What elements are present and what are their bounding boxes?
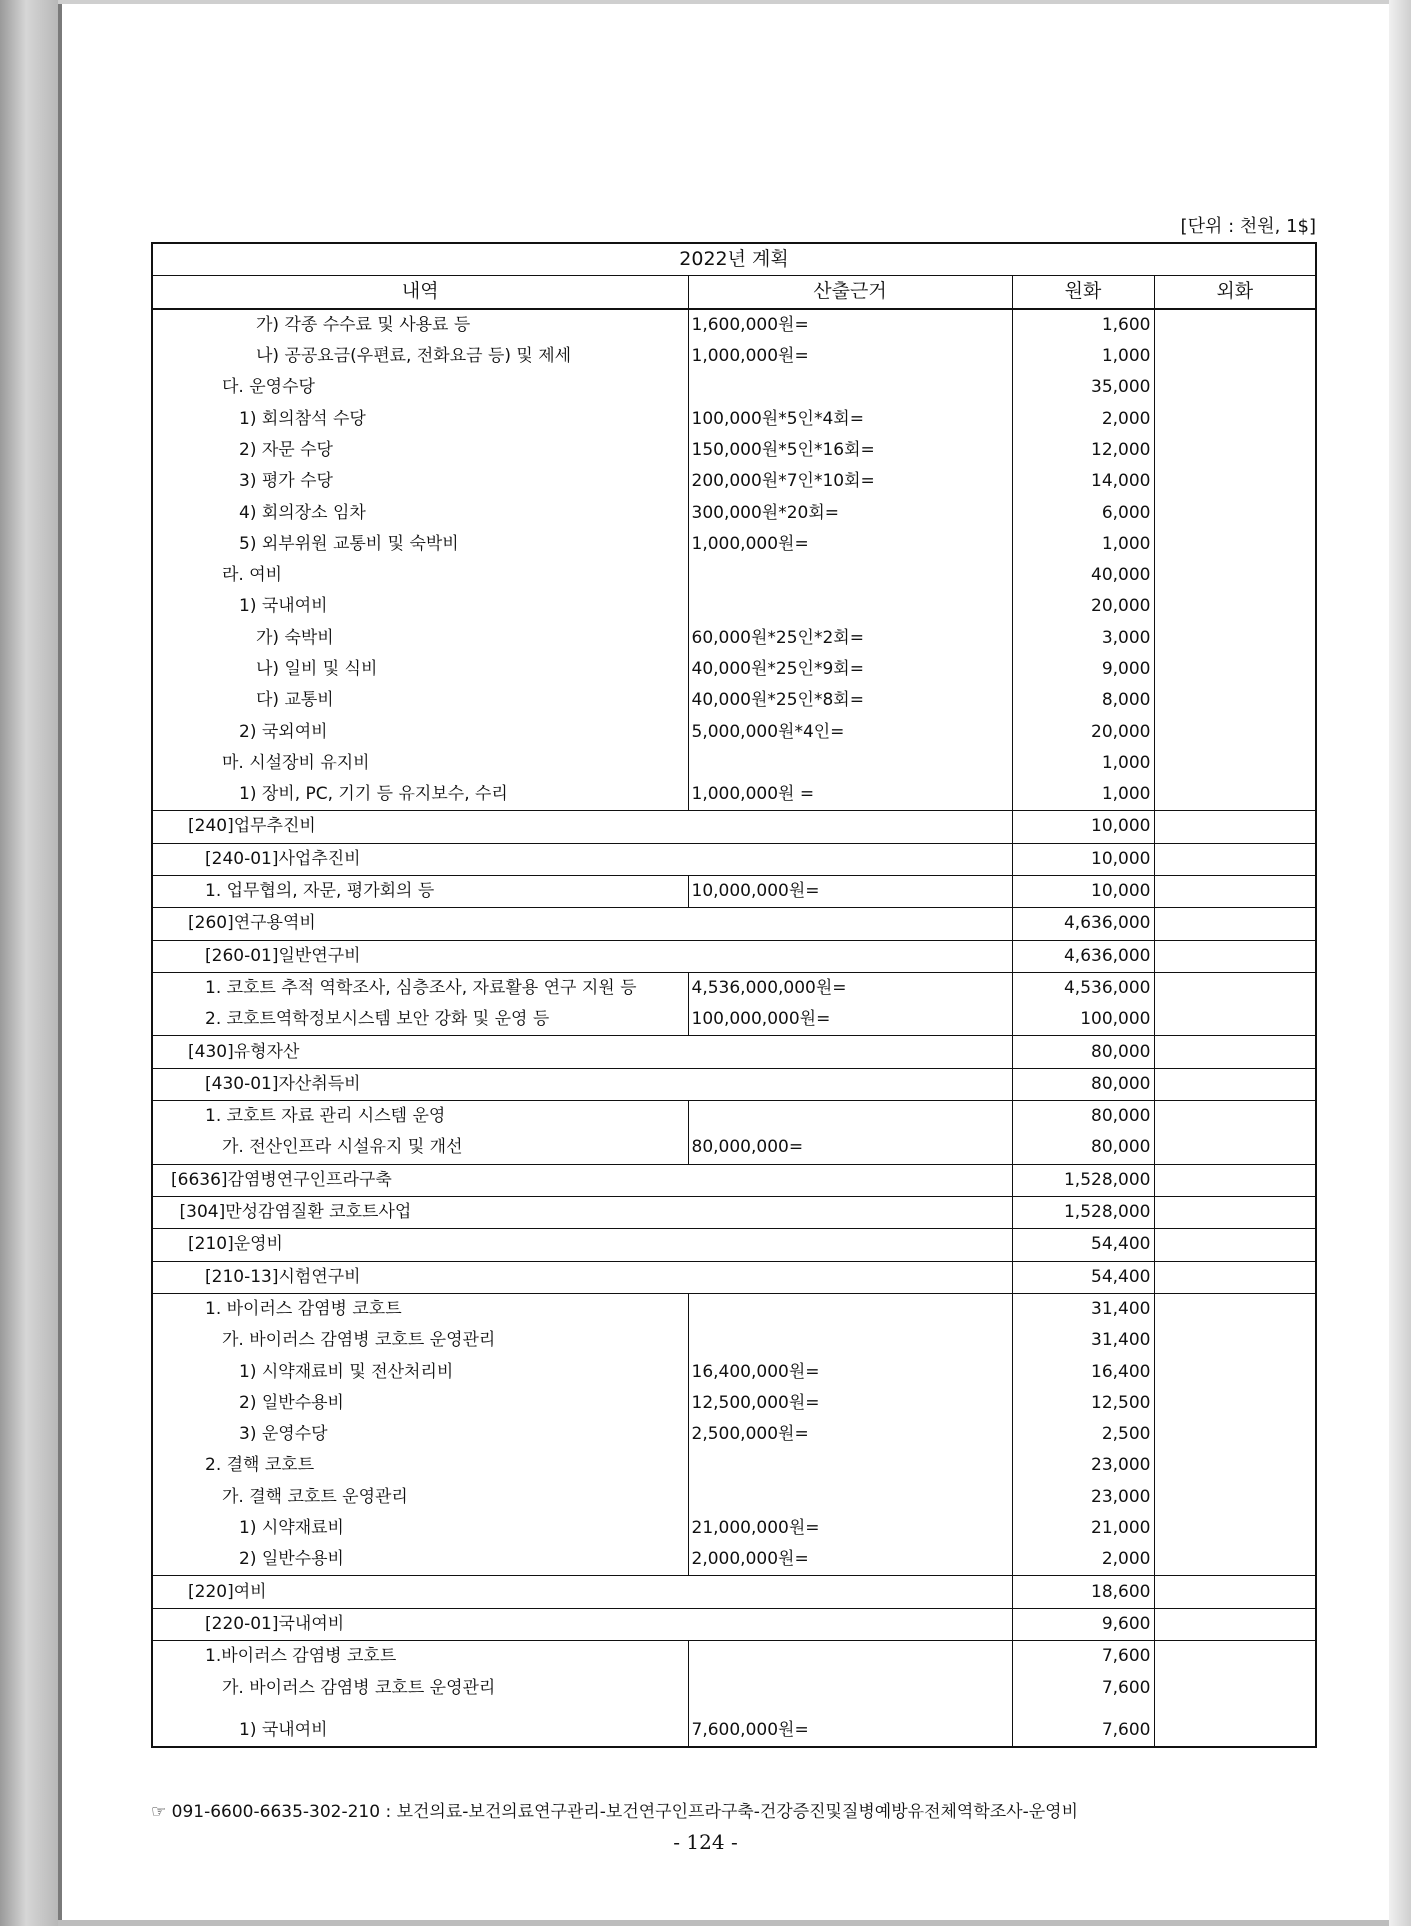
table-header-row (152, 276, 1316, 309)
table-row (152, 1576, 1316, 1608)
row-fx (1154, 1101, 1316, 1133)
row-desc: 5) 외부위원 교통비 및 숙박비 (152, 529, 688, 560)
row-fx (1154, 779, 1316, 811)
row-won: 10,000 (1012, 875, 1154, 907)
row-won: 80,000 (1012, 1101, 1154, 1133)
row-desc: 1) 국내여비 (152, 1704, 688, 1747)
row-basis (688, 1450, 1012, 1481)
table-row (152, 1036, 1316, 1068)
row-won: 35,000 (1012, 372, 1154, 403)
header-desc: 내역 (152, 276, 688, 309)
page-edge-bottom (58, 1920, 1389, 1926)
row-won: 1,528,000 (1012, 1164, 1154, 1196)
table-body (152, 309, 1316, 1747)
row-basis: 10,000,000원= (688, 875, 1012, 907)
footer-note: ☞ 091-6600-6635-302-210 : 보건의료-보건의료연구관리-보건연구인프라구축-건강증진및질병예방유전체역학조사-운영비 (151, 1802, 1079, 1822)
row-won: 80,000 (1012, 1036, 1154, 1068)
row-fx (1154, 1641, 1316, 1673)
row-fx (1154, 1068, 1316, 1100)
row-won: 16,400 (1012, 1356, 1154, 1387)
row-desc: [260-01]일반연구비 (152, 940, 1012, 972)
row-desc: 가. 바이러스 감염병 코호트 운영관리 (152, 1672, 688, 1703)
row-won: 21,000 (1012, 1513, 1154, 1544)
row-basis: 40,000원*25인*9회= (688, 654, 1012, 685)
row-desc: [430]유형자산 (152, 1036, 1012, 1068)
row-basis: 2,000,000원= (688, 1544, 1012, 1576)
row-won: 2,000 (1012, 403, 1154, 434)
row-desc: [304]만성감염질환 코호트사업 (152, 1196, 1012, 1228)
row-basis: 1,600,000원= (688, 309, 1012, 341)
row-won: 1,000 (1012, 341, 1154, 372)
table-row (152, 685, 1316, 716)
header-won: 원화 (1012, 276, 1154, 309)
row-desc: 가) 숙박비 (152, 623, 688, 654)
row-won: 4,636,000 (1012, 940, 1154, 972)
row-fx (1154, 1164, 1316, 1196)
row-won: 54,400 (1012, 1229, 1154, 1261)
table-row (152, 1608, 1316, 1640)
row-desc: 라. 여비 (152, 560, 688, 591)
row-desc: 1. 업무협의, 자문, 평가회의 등 (152, 875, 688, 907)
table-row (152, 623, 1316, 654)
row-desc: 1) 시약재료비 (152, 1513, 688, 1544)
row-desc: 2) 국외여비 (152, 716, 688, 747)
row-fx (1154, 843, 1316, 875)
row-desc: 1. 바이러스 감염병 코호트 (152, 1293, 688, 1325)
row-fx (1154, 466, 1316, 497)
row-fx (1154, 1004, 1316, 1036)
row-desc: [210-13]시험연구비 (152, 1261, 1012, 1293)
table-title-row (152, 243, 1316, 276)
row-basis (688, 560, 1012, 591)
budget-table (151, 242, 1317, 1748)
table-row (152, 497, 1316, 528)
table-row (152, 1704, 1316, 1747)
row-fx (1154, 716, 1316, 747)
row-desc: [260]연구용역비 (152, 908, 1012, 940)
row-desc: 가. 바이러스 감염병 코호트 운영관리 (152, 1325, 688, 1356)
row-basis: 12,500,000원= (688, 1388, 1012, 1419)
table-row (152, 811, 1316, 843)
table-row (152, 972, 1316, 1004)
row-won: 54,400 (1012, 1261, 1154, 1293)
row-basis (688, 591, 1012, 622)
row-desc: 1) 시약재료비 및 전산처리비 (152, 1356, 688, 1387)
row-desc: [240]업무추진비 (152, 811, 1012, 843)
row-fx (1154, 435, 1316, 466)
table-row (152, 843, 1316, 875)
row-fx (1154, 654, 1316, 685)
table-row (152, 466, 1316, 497)
row-fx (1154, 1419, 1316, 1450)
table-row (152, 748, 1316, 779)
row-basis: 150,000원*5인*16회= (688, 435, 1012, 466)
row-basis (688, 372, 1012, 403)
row-fx (1154, 972, 1316, 1004)
row-won: 1,000 (1012, 779, 1154, 811)
row-fx (1154, 1036, 1316, 1068)
row-desc: [430-01]자산취득비 (152, 1068, 1012, 1100)
row-won: 7,600 (1012, 1672, 1154, 1703)
row-won: 2,000 (1012, 1544, 1154, 1576)
row-basis: 300,000원*20회= (688, 497, 1012, 528)
row-fx (1154, 1356, 1316, 1387)
table-title: 2022년 계획 (152, 243, 1316, 276)
row-desc: [220-01]국내여비 (152, 1608, 1012, 1640)
row-fx (1154, 1293, 1316, 1325)
row-fx (1154, 529, 1316, 560)
row-fx (1154, 372, 1316, 403)
table-row (152, 1482, 1316, 1513)
table-row (152, 1196, 1316, 1228)
row-won: 1,600 (1012, 309, 1154, 341)
row-won: 23,000 (1012, 1450, 1154, 1481)
row-desc: 가. 결핵 코호트 운영관리 (152, 1482, 688, 1513)
row-basis (688, 1101, 1012, 1133)
row-desc: [240-01]사업추진비 (152, 843, 1012, 875)
row-desc: 다) 교통비 (152, 685, 688, 716)
row-basis: 4,536,000,000원= (688, 972, 1012, 1004)
row-fx (1154, 1132, 1316, 1164)
table-row (152, 1293, 1316, 1325)
row-fx (1154, 560, 1316, 591)
binder-spine (0, 0, 58, 1926)
row-desc: 3) 운영수당 (152, 1419, 688, 1450)
row-won: 80,000 (1012, 1068, 1154, 1100)
row-won: 4,536,000 (1012, 972, 1154, 1004)
table-row (152, 1229, 1316, 1261)
row-won: 6,000 (1012, 497, 1154, 528)
row-won: 8,000 (1012, 685, 1154, 716)
row-basis: 1,000,000원 = (688, 779, 1012, 811)
row-won: 23,000 (1012, 1482, 1154, 1513)
row-basis (688, 1641, 1012, 1673)
row-desc: 마. 시설장비 유지비 (152, 748, 688, 779)
row-desc: 1) 장비, PC, 기기 등 유지보수, 수리 (152, 779, 688, 811)
row-desc: 2) 일반수용비 (152, 1388, 688, 1419)
row-desc: 1) 회의참석 수당 (152, 403, 688, 434)
row-basis (688, 748, 1012, 779)
row-fx (1154, 1576, 1316, 1608)
unit-label: [단위 : 천원, 1$] (1180, 216, 1316, 237)
row-won: 100,000 (1012, 1004, 1154, 1036)
row-basis: 60,000원*25인*2회= (688, 623, 1012, 654)
row-fx (1154, 1450, 1316, 1481)
row-fx (1154, 1513, 1316, 1544)
row-fx (1154, 309, 1316, 341)
row-basis: 40,000원*25인*8회= (688, 685, 1012, 716)
row-basis: 100,000원*5인*4회= (688, 403, 1012, 434)
table-row (152, 309, 1316, 341)
row-fx (1154, 591, 1316, 622)
row-fx (1154, 1325, 1316, 1356)
row-won: 1,528,000 (1012, 1196, 1154, 1228)
row-won: 7,600 (1012, 1704, 1154, 1747)
row-won: 3,000 (1012, 623, 1154, 654)
row-basis (688, 1325, 1012, 1356)
row-fx (1154, 1672, 1316, 1703)
row-fx (1154, 497, 1316, 528)
row-won: 9,000 (1012, 654, 1154, 685)
table-row (152, 1388, 1316, 1419)
row-fx (1154, 1482, 1316, 1513)
row-basis: 80,000,000= (688, 1132, 1012, 1164)
row-won: 12,500 (1012, 1388, 1154, 1419)
table-row (152, 591, 1316, 622)
row-fx (1154, 1704, 1316, 1747)
table-row (152, 1068, 1316, 1100)
table-row (152, 529, 1316, 560)
page-number: - 124 - (673, 1830, 738, 1854)
row-fx (1154, 908, 1316, 940)
row-fx (1154, 1544, 1316, 1576)
row-won: 4,636,000 (1012, 908, 1154, 940)
row-desc: 1.바이러스 감염병 코호트 (152, 1641, 688, 1673)
row-won: 40,000 (1012, 560, 1154, 591)
table-row (152, 1641, 1316, 1673)
row-desc: 나) 일비 및 식비 (152, 654, 688, 685)
page-edge-top (58, 0, 1389, 4)
row-desc: 가) 각종 수수료 및 사용료 등 (152, 309, 688, 341)
row-won: 31,400 (1012, 1293, 1154, 1325)
row-desc: 2) 자문 수당 (152, 435, 688, 466)
row-fx (1154, 623, 1316, 654)
row-fx (1154, 1229, 1316, 1261)
table-row (152, 654, 1316, 685)
table-row (152, 875, 1316, 907)
row-desc: 2) 일반수용비 (152, 1544, 688, 1576)
row-won: 20,000 (1012, 716, 1154, 747)
header-fx: 외화 (1154, 276, 1316, 309)
row-desc: 1) 국내여비 (152, 591, 688, 622)
row-desc: 4) 회의장소 임차 (152, 497, 688, 528)
table-row (152, 1325, 1316, 1356)
table-row (152, 779, 1316, 811)
table-row (152, 1450, 1316, 1481)
table-row (152, 940, 1316, 972)
row-won: 80,000 (1012, 1132, 1154, 1164)
table-row (152, 1261, 1316, 1293)
row-won: 12,000 (1012, 435, 1154, 466)
table-row (152, 1672, 1316, 1703)
table-row (152, 1164, 1316, 1196)
row-won: 9,600 (1012, 1608, 1154, 1640)
row-fx (1154, 811, 1316, 843)
row-desc: 1. 코호트 추적 역학조사, 심층조사, 자료활용 연구 지원 등 (152, 972, 688, 1004)
row-desc: 나) 공공요금(우편료, 전화요금 등) 및 제세 (152, 341, 688, 372)
table-row (152, 435, 1316, 466)
row-fx (1154, 748, 1316, 779)
row-basis: 5,000,000원*4인= (688, 716, 1012, 747)
table-row (152, 1544, 1316, 1576)
row-fx (1154, 1608, 1316, 1640)
table-row (152, 1419, 1316, 1450)
row-basis: 21,000,000원= (688, 1513, 1012, 1544)
row-basis (688, 1672, 1012, 1703)
table-row (152, 908, 1316, 940)
row-won: 14,000 (1012, 466, 1154, 497)
row-fx (1154, 341, 1316, 372)
row-basis: 2,500,000원= (688, 1419, 1012, 1450)
row-fx (1154, 1261, 1316, 1293)
row-basis: 200,000원*7인*10회= (688, 466, 1012, 497)
table-row (152, 560, 1316, 591)
row-basis (688, 1293, 1012, 1325)
row-won: 1,000 (1012, 748, 1154, 779)
row-won: 10,000 (1012, 811, 1154, 843)
table-row (152, 1132, 1316, 1164)
row-won: 20,000 (1012, 591, 1154, 622)
row-fx (1154, 685, 1316, 716)
row-basis: 16,400,000원= (688, 1356, 1012, 1387)
row-won: 10,000 (1012, 843, 1154, 875)
row-desc: [210]운영비 (152, 1229, 1012, 1261)
row-won: 18,600 (1012, 1576, 1154, 1608)
table-row (152, 1513, 1316, 1544)
row-fx (1154, 403, 1316, 434)
row-desc: 2. 결핵 코호트 (152, 1450, 688, 1481)
row-desc: 1. 코호트 자료 관리 시스템 운영 (152, 1101, 688, 1133)
spine-shadow (58, 0, 62, 1926)
page-edge-right (1389, 0, 1411, 1926)
row-basis: 1,000,000원= (688, 529, 1012, 560)
table-row (152, 403, 1316, 434)
table-row (152, 1356, 1316, 1387)
row-basis: 100,000,000원= (688, 1004, 1012, 1036)
row-fx (1154, 875, 1316, 907)
table-row (152, 341, 1316, 372)
row-fx (1154, 1388, 1316, 1419)
header-basis: 산출근거 (688, 276, 1012, 309)
row-fx (1154, 940, 1316, 972)
row-desc: 다. 운영수당 (152, 372, 688, 403)
row-won: 2,500 (1012, 1419, 1154, 1450)
row-basis: 7,600,000원= (688, 1704, 1012, 1747)
row-desc: [6636]감염병연구인프라구축 (152, 1164, 1012, 1196)
row-won: 1,000 (1012, 529, 1154, 560)
row-desc: 가. 전산인프라 시설유지 및 개선 (152, 1132, 688, 1164)
row-desc: 3) 평가 수당 (152, 466, 688, 497)
table-row (152, 372, 1316, 403)
table-row (152, 1004, 1316, 1036)
row-basis: 1,000,000원= (688, 341, 1012, 372)
row-basis (688, 1482, 1012, 1513)
row-won: 7,600 (1012, 1641, 1154, 1673)
table-row (152, 716, 1316, 747)
row-won: 31,400 (1012, 1325, 1154, 1356)
row-fx (1154, 1196, 1316, 1228)
table-row (152, 1101, 1316, 1133)
row-desc: 2. 코호트역학정보시스템 보안 강화 및 운영 등 (152, 1004, 688, 1036)
row-desc: [220]여비 (152, 1576, 1012, 1608)
